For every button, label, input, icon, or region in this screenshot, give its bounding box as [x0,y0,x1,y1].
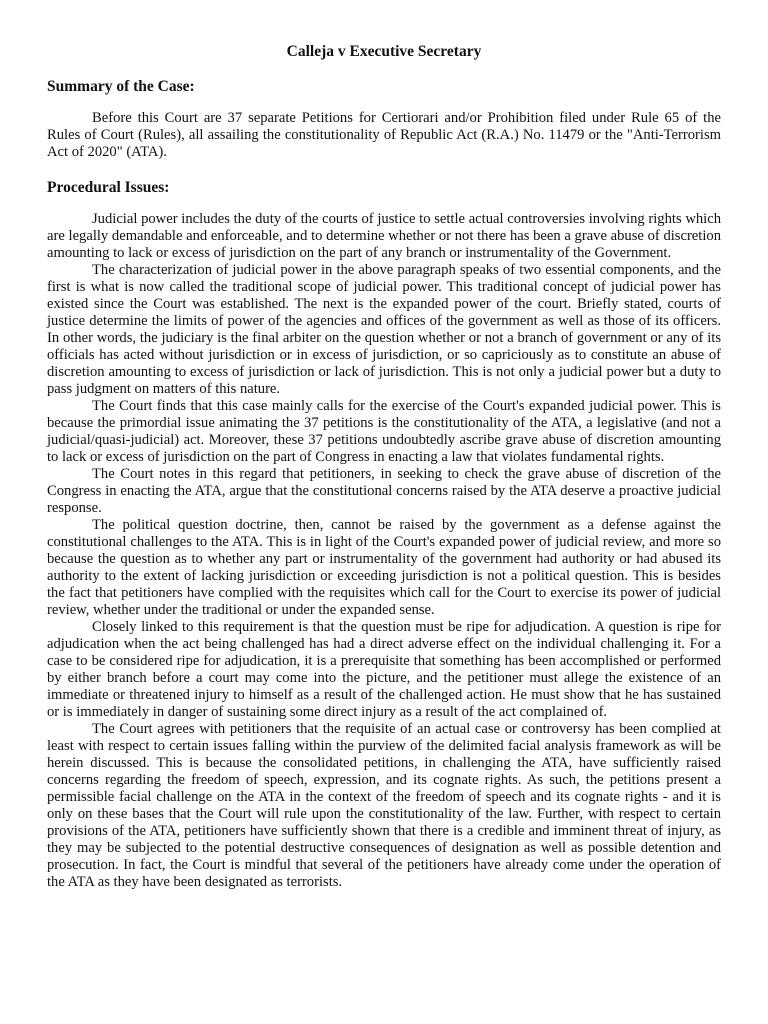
procedural-paragraph-7: The Court agrees with petitioners that the requisite of an actual case or controversy has been complied at least with respect to certain issues falling within the purview of the delimited facial analysis framework as will be herein discussed. This is because the consolidated petitions, in challenging the ATA, have sufficiently raised concerns regarding the freedom of speech, expression, and its cognate rights. As such, the petitions present a permissible facial challenge on the ATA in the context of the freedom of speech and its cognate rights - and it is only on these bases that the Court will rule upon the constitutionality of the law. Further, with respect to certain provisions of the ATA, petitioners have sufficiently shown that there is a credible and imminent threat of injury, as they may be subjected to the potential destructive consequences of designation as well as possible detention and prosecution. In fact, the Court is mindful that several of the petitioners have already come under the operation of the ATA as they have been designated as terrorists. [47,721,721,890]
procedural-paragraph-6: Closely linked to this requirement is that the question must be ripe for adjudication. A question is ripe for adjudication when the act being challenged has had a direct adverse effect on the individual challenging it. For a case to be considered ripe for adjudication, it is a prerequisite that something has been accomplished or performed by either branch before a court may come into the picture, and the petitioner must allege the existence of an immediate or threatened injury to himself as a result of the challenged action. He must show that he has sustained or is immediately in danger of sustaining some direct injury as a result of the act complained of. [47,619,721,720]
summary-paragraph: Before this Court are 37 separate Petitions for Certiorari and/or Prohibition filed under Rule 65 of the Rules of Court (Rules), all assailing the constitutionality of Republic Act (R.A.) No. 11479 or the "Anti-Terrorism Act of 2020" (ATA). [47,110,721,160]
procedural-paragraph-1: Judicial power includes the duty of the courts of justice to settle actual controversies involving rights which are legally demandable and enforceable, and to determine whether or not there has been a grave abuse of discretion amounting to lack or excess of jurisdiction on the part of any branch or instrumentality of the Government. [47,211,721,261]
summary-heading: Summary of the Case: [47,78,195,95]
procedural-paragraph-4: The Court notes in this regard that petitioners, in seeking to check the grave abuse of discretion of the Congress in enacting the ATA, argue that the constitutional concerns raised by the ATA deserve a proactive judicial response. [47,466,721,516]
procedural-paragraph-2: The characterization of judicial power in the above paragraph speaks of two essential components, and the first is what is now called the traditional scope of judicial power. This traditional concept of judicial power has existed since the Court was established. The next is the expanded power of the court. Briefly stated, courts of justice determine the limits of power of the agencies and offices of the government as well as those of its officers. In other words, the judiciary is the final arbiter on the question whether or not a branch of government or any of its officials has acted without jurisdiction or in excess of jurisdiction, or so capriciously as to constitute an abuse of discretion amounting to excess of jurisdiction or lack of jurisdiction. This is not only a judicial power but a duty to pass judgment on matters of this nature. [47,262,721,397]
procedural-paragraph-5: The political question doctrine, then, cannot be raised by the government as a defense against the constitutional challenges to the ATA. This is in light of the Court's expanded power of judicial review, and more so because the question as to whether any part or instrumentality of the government had authority or had abused its authority to the extent of lacking jurisdiction or exceeding jurisdiction is not a political question. This is besides the fact that petitioners have complied with the requisites which call for the Court to exercise its power of judicial review, whether under the traditional or under the expanded sense. [47,517,721,618]
procedural-paragraph-3: The Court finds that this case mainly calls for the exercise of the Court's expanded judicial power. This is because the primordial issue animating the 37 petitions is the constitutionality of the ATA, a legislative (and not a judicial/quasi-judicial) act. Moreover, these 37 petitions undoubtedly ascribe grave abuse of discretion amounting to lack or excess of jurisdiction on the part of Congress in enacting a law that violates fundamental rights. [47,398,721,465]
procedural-issues-heading: Procedural Issues: [47,179,170,196]
document-title: Calleja v Executive Secretary [286,43,482,60]
